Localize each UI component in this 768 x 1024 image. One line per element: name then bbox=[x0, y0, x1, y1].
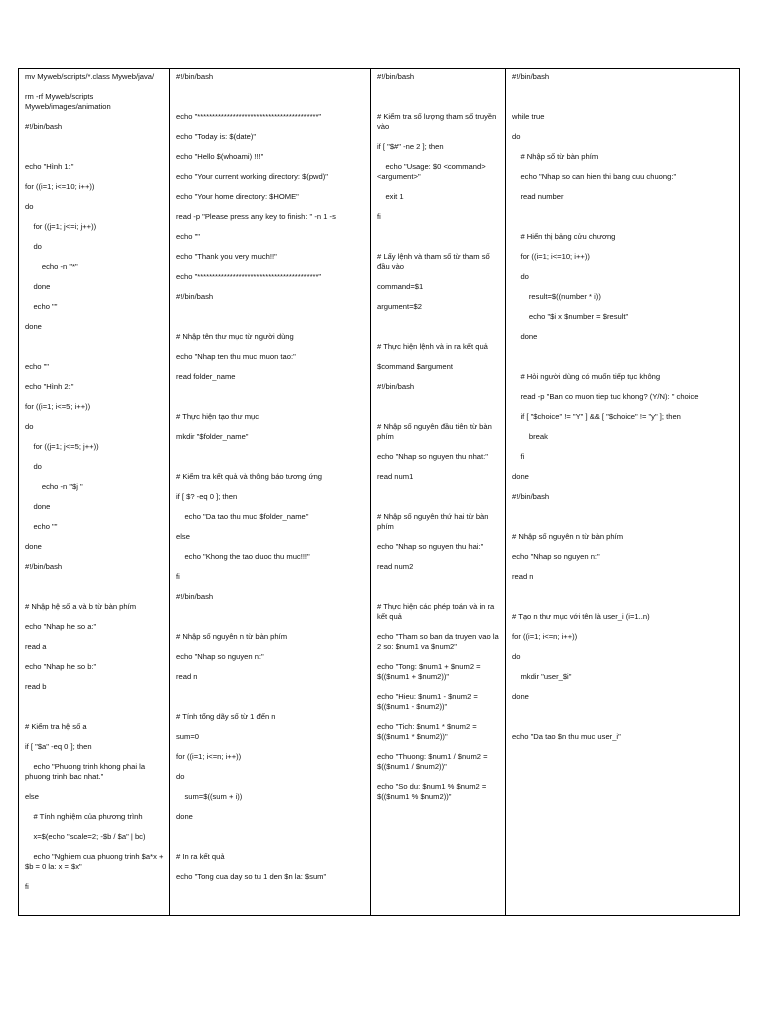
blank-line bbox=[176, 402, 365, 412]
blank-line bbox=[176, 522, 365, 532]
code-line: done bbox=[25, 322, 42, 331]
code-comment-line: # Nhập hệ số a và b từ bàn phím bbox=[25, 602, 137, 611]
blank-line bbox=[25, 212, 164, 222]
blank-line bbox=[176, 92, 365, 102]
blank-line bbox=[176, 702, 365, 712]
blank-line bbox=[25, 492, 164, 502]
blank-line bbox=[176, 222, 365, 232]
code-comment-line: #!/bin/bash bbox=[176, 72, 214, 81]
blank-line bbox=[377, 572, 500, 582]
blank-line bbox=[512, 102, 734, 112]
blank-line bbox=[25, 802, 164, 812]
code-comment-line: #!/bin/bash bbox=[176, 592, 214, 601]
blank-line bbox=[25, 512, 164, 522]
blank-line bbox=[25, 412, 164, 422]
blank-line bbox=[512, 322, 734, 332]
blank-line bbox=[25, 652, 164, 662]
code-line: for ((i=1; i<=5; i++)) bbox=[25, 402, 91, 411]
blank-line bbox=[512, 642, 734, 652]
blank-line bbox=[176, 102, 365, 112]
code-line: done bbox=[25, 542, 42, 551]
blank-line bbox=[176, 822, 365, 832]
code-line: exit 1 bbox=[377, 192, 404, 201]
blank-line bbox=[377, 102, 500, 112]
code-line: done bbox=[25, 502, 51, 511]
blank-line bbox=[377, 222, 500, 232]
blank-line bbox=[377, 622, 500, 632]
code-comment-line: # Kiểm tra kết quả và thông báo tương ứng bbox=[176, 472, 323, 481]
blank-line bbox=[377, 232, 500, 242]
blank-line bbox=[25, 352, 164, 362]
blank-line bbox=[377, 392, 500, 402]
code-line: echo "Khong the tao duoc thu muc!!!" bbox=[176, 552, 310, 561]
blank-line bbox=[512, 512, 734, 522]
blank-line bbox=[25, 472, 164, 482]
blank-line bbox=[176, 562, 365, 572]
code-line: done bbox=[512, 332, 538, 341]
blank-line bbox=[377, 712, 500, 722]
code-line: echo "Hello $(whoami) !!!" bbox=[176, 152, 264, 161]
blank-line bbox=[25, 612, 164, 622]
blank-line bbox=[176, 842, 365, 852]
code-line: x=$(echo "scale=2; -$b / $a" | bc) bbox=[25, 832, 146, 841]
code-line: do bbox=[176, 772, 185, 781]
blank-line bbox=[377, 462, 500, 472]
code-comment-line: #!/bin/bash bbox=[25, 122, 63, 131]
table-column-1 bbox=[19, 69, 170, 915]
blank-line bbox=[25, 372, 164, 382]
code-line: echo "Tich: $num1 * $num2 = $(($num1 * $num2))" bbox=[377, 722, 479, 741]
blank-line bbox=[176, 342, 365, 352]
blank-line bbox=[377, 582, 500, 592]
blank-line bbox=[512, 502, 734, 512]
code-line: echo "Nhap so nguyen n:" bbox=[176, 652, 264, 661]
code-line: read num2 bbox=[377, 562, 414, 571]
blank-line bbox=[25, 142, 164, 152]
blank-line bbox=[377, 772, 500, 782]
code-line: echo "So du: $num1 % $num2 = $(($num1 % $num2))" bbox=[377, 782, 489, 801]
code-comment-line: # Nhập tên thư mục từ người dùng bbox=[176, 332, 294, 341]
blank-line bbox=[377, 202, 500, 212]
code-line: $command $argument bbox=[377, 362, 453, 371]
blank-line bbox=[512, 262, 734, 272]
code-line: for ((i=1; i<=n; i++)) bbox=[176, 752, 242, 761]
code-line: echo "Your current working directory: $(pwd)" bbox=[176, 172, 328, 181]
blank-line bbox=[377, 352, 500, 362]
code-line: sum=0 bbox=[176, 732, 200, 741]
code-comment-line: #!/bin/bash bbox=[377, 382, 415, 391]
blank-line bbox=[25, 842, 164, 852]
code-line: echo "Thuong: $num1 / $num2 = $(($num1 / $num2))" bbox=[377, 752, 490, 771]
blank-line bbox=[176, 612, 365, 622]
blank-line bbox=[25, 692, 164, 702]
blank-line bbox=[512, 82, 734, 92]
blank-line bbox=[25, 592, 164, 602]
code-line: echo "" bbox=[25, 302, 58, 311]
code-line: read number bbox=[512, 192, 564, 201]
blank-line bbox=[176, 762, 365, 772]
blank-line bbox=[377, 652, 500, 662]
blank-line bbox=[512, 562, 734, 572]
code-line: done bbox=[25, 282, 51, 291]
code-line: echo "Tong: $num1 + $num2 = $(($num1 + $num2))" bbox=[377, 662, 483, 681]
code-line: sum=$((sum + i)) bbox=[176, 792, 243, 801]
blank-line bbox=[176, 302, 365, 312]
code-line: rm -rf Myweb/scripts Myweb/images/animation bbox=[25, 92, 111, 111]
code-line: do bbox=[25, 422, 34, 431]
code-line: for ((i=1; i<=10; i++)) bbox=[512, 252, 590, 261]
blank-line bbox=[176, 682, 365, 692]
code-line: echo "Hình 1:" bbox=[25, 162, 74, 171]
code-comment-line: # Kiểm tra hệ số a bbox=[25, 722, 87, 731]
blank-line bbox=[377, 132, 500, 142]
blank-line bbox=[176, 262, 365, 272]
blank-line bbox=[25, 312, 164, 322]
code-line: echo "Nhap so nguyen thu hai:" bbox=[377, 542, 484, 551]
code-comment-line: # Kiểm tra số lượng tham số truyền vào bbox=[377, 112, 499, 131]
blank-line bbox=[377, 482, 500, 492]
code-comment-line: # Nhập số nguyên n từ bàn phím bbox=[512, 532, 624, 541]
blank-line bbox=[512, 682, 734, 692]
code-line: if [ $? -eq 0 ]; then bbox=[176, 492, 238, 501]
code-line: echo "Nhap so nguyen thu nhat:" bbox=[377, 452, 488, 461]
blank-line bbox=[512, 402, 734, 412]
blank-line bbox=[25, 192, 164, 202]
code-line: for ((i=1; i<=10; i++)) bbox=[25, 182, 95, 191]
blank-line bbox=[176, 442, 365, 452]
blank-line bbox=[512, 382, 734, 392]
blank-line bbox=[25, 252, 164, 262]
blank-line bbox=[176, 482, 365, 492]
blank-line bbox=[176, 322, 365, 332]
blank-line bbox=[25, 582, 164, 592]
code-line: echo "Your home directory: $HOME" bbox=[176, 192, 299, 201]
blank-line bbox=[512, 92, 734, 102]
blank-line bbox=[377, 552, 500, 562]
blank-line bbox=[377, 402, 500, 412]
code-line: fi bbox=[512, 452, 525, 461]
blank-line bbox=[512, 342, 734, 352]
code-line: echo "" bbox=[25, 362, 49, 371]
code-line: read folder_name bbox=[176, 372, 236, 381]
blank-line bbox=[176, 742, 365, 752]
code-comment-line: # Lấy lệnh và tham số từ tham số đầu vào bbox=[377, 252, 492, 271]
blank-line bbox=[176, 162, 365, 172]
code-comment-line: #!/bin/bash bbox=[512, 492, 550, 501]
blank-line bbox=[176, 362, 365, 372]
blank-line bbox=[512, 582, 734, 592]
code-line: if [ "$a" -eq 0 ]; then bbox=[25, 742, 92, 751]
code-comment-line: # Nhập số nguyên đầu tiên từ bàn phím bbox=[377, 422, 494, 441]
code-line: do bbox=[512, 652, 521, 661]
blank-line bbox=[25, 752, 164, 762]
code-line: if [ "$#" -ne 2 ]; then bbox=[377, 142, 444, 151]
code-line: echo "Da tao thu muc $folder_name" bbox=[176, 512, 309, 521]
code-line: done bbox=[512, 692, 529, 701]
blank-line bbox=[377, 92, 500, 102]
code-line: read b bbox=[25, 682, 47, 691]
blank-line bbox=[512, 722, 734, 732]
blank-line bbox=[512, 522, 734, 532]
blank-line bbox=[25, 292, 164, 302]
blank-line bbox=[176, 692, 365, 702]
blank-line bbox=[377, 242, 500, 252]
blank-line bbox=[176, 392, 365, 402]
blank-line bbox=[25, 332, 164, 342]
code-line: mkdir "user_$i" bbox=[512, 672, 572, 681]
code-line: echo "Nhap he so a:" bbox=[25, 622, 97, 631]
code-line: echo "Nhap so nguyen n:" bbox=[512, 552, 600, 561]
blank-line bbox=[25, 272, 164, 282]
code-comment-line: #!/bin/bash bbox=[377, 72, 415, 81]
blank-line bbox=[176, 662, 365, 672]
blank-line bbox=[25, 452, 164, 462]
code-line: read a bbox=[25, 642, 47, 651]
blank-line bbox=[377, 372, 500, 382]
blank-line bbox=[25, 712, 164, 722]
code-line: echo "Phuong trinh khong phai la phuong trinh bac nhat." bbox=[25, 762, 148, 781]
code-comment-line: # Nhập số từ bàn phím bbox=[512, 152, 599, 161]
blank-line bbox=[176, 782, 365, 792]
code-line: for ((j=1; j<=5; j++)) bbox=[25, 442, 99, 451]
code-comment-line: #!/bin/bash bbox=[25, 562, 63, 571]
blank-line bbox=[377, 322, 500, 332]
blank-line bbox=[377, 312, 500, 322]
code-line: echo "Today is: $(date)" bbox=[176, 132, 257, 141]
blank-line bbox=[176, 142, 365, 152]
blank-line bbox=[377, 182, 500, 192]
code-line: echo "Usage: $0 <command> <argument>" bbox=[377, 162, 488, 181]
code-line: echo -n "$j " bbox=[25, 482, 83, 491]
blank-line bbox=[377, 272, 500, 282]
blank-line bbox=[176, 602, 365, 612]
blank-line bbox=[25, 432, 164, 442]
blank-line bbox=[25, 152, 164, 162]
blank-line bbox=[377, 292, 500, 302]
code-comment-line: #!/bin/bash bbox=[512, 72, 550, 81]
blank-line bbox=[512, 282, 734, 292]
blank-line bbox=[512, 302, 734, 312]
code-line: for ((j=1; j<=i; j++)) bbox=[25, 222, 97, 231]
blank-line bbox=[377, 682, 500, 692]
code-line: echo "$i x $number = $result" bbox=[512, 312, 629, 321]
code-comment-line: # Tính nghiệm của phương trình bbox=[25, 812, 143, 821]
code-line: echo "Nhap ten thu muc muon tao:" bbox=[176, 352, 296, 361]
code-line: read -p "Please press any key to finish: " -n 1 -s bbox=[176, 212, 336, 221]
blank-line bbox=[25, 572, 164, 582]
code-line: fi bbox=[25, 882, 29, 891]
blank-line bbox=[512, 122, 734, 132]
code-line: echo "*****************************************" bbox=[176, 112, 322, 121]
code-line: do bbox=[25, 202, 34, 211]
blank-line bbox=[512, 542, 734, 552]
blank-line bbox=[176, 182, 365, 192]
code-line: fi bbox=[377, 212, 381, 221]
blank-line bbox=[25, 702, 164, 712]
blank-line bbox=[377, 492, 500, 502]
blank-line bbox=[512, 462, 734, 472]
code-line: read -p "Ban co muon tiep tuc khong? (Y/N): " choice bbox=[512, 392, 699, 401]
blank-line bbox=[176, 502, 365, 512]
table-column-3 bbox=[371, 69, 506, 915]
blank-line bbox=[176, 452, 365, 462]
blank-line bbox=[25, 632, 164, 642]
blank-line bbox=[25, 872, 164, 882]
code-line: echo "Nghiem cua phuong trinh $a*x + $b = 0 la: x = $x" bbox=[25, 852, 166, 871]
blank-line bbox=[25, 782, 164, 792]
code-line: while true bbox=[512, 112, 545, 121]
code-line: echo -n "*" bbox=[25, 262, 78, 271]
code-comment-line: # Nhập số nguyên thứ hai từ bàn phím bbox=[377, 512, 491, 531]
blank-line bbox=[176, 282, 365, 292]
code-comment-line: #!/bin/bash bbox=[176, 292, 214, 301]
blank-line bbox=[176, 422, 365, 432]
code-comment-line: # Hiển thị bảng cửu chương bbox=[512, 232, 616, 241]
code-comment-line: # Hỏi người dùng có muốn tiếp tục không bbox=[512, 372, 661, 381]
blank-line bbox=[176, 802, 365, 812]
blank-line bbox=[512, 482, 734, 492]
blank-line bbox=[377, 592, 500, 602]
code-line: do bbox=[25, 462, 42, 471]
blank-line bbox=[377, 332, 500, 342]
code-line: echo "Tong cua day so tu 1 den $n la: $sum" bbox=[176, 872, 327, 881]
blank-line bbox=[512, 202, 734, 212]
blank-line bbox=[512, 422, 734, 432]
blank-line bbox=[176, 622, 365, 632]
code-line: else bbox=[176, 532, 190, 541]
code-line: echo "" bbox=[25, 522, 58, 531]
code-comment-line: # Thực hiện lệnh và in ra kết quả bbox=[377, 342, 488, 351]
blank-line bbox=[176, 122, 365, 132]
blank-line bbox=[176, 202, 365, 212]
blank-line bbox=[512, 592, 734, 602]
code-line: do bbox=[512, 132, 521, 141]
blank-line bbox=[512, 622, 734, 632]
blank-line bbox=[25, 112, 164, 122]
blank-line bbox=[176, 832, 365, 842]
code-line: mv Myweb/scripts/*.class Myweb/java/ bbox=[25, 72, 155, 81]
blank-line bbox=[512, 662, 734, 672]
blank-line bbox=[512, 352, 734, 362]
blank-line bbox=[25, 82, 164, 92]
table-column-2 bbox=[170, 69, 371, 915]
blank-line bbox=[377, 152, 500, 162]
blank-line bbox=[176, 242, 365, 252]
blank-line bbox=[25, 172, 164, 182]
table-column-4 bbox=[506, 69, 739, 915]
blank-line bbox=[25, 232, 164, 242]
blank-line bbox=[25, 392, 164, 402]
document-table bbox=[18, 68, 740, 916]
blank-line bbox=[512, 362, 734, 372]
blank-line bbox=[512, 442, 734, 452]
code-line: read n bbox=[176, 672, 198, 681]
blank-line bbox=[176, 542, 365, 552]
blank-line bbox=[25, 732, 164, 742]
code-line: break bbox=[512, 432, 548, 441]
blank-line bbox=[25, 132, 164, 142]
blank-line bbox=[377, 532, 500, 542]
blank-line bbox=[176, 642, 365, 652]
code-line: done bbox=[512, 472, 529, 481]
code-line: argument=$2 bbox=[377, 302, 422, 311]
blank-line bbox=[512, 242, 734, 252]
blank-line bbox=[25, 672, 164, 682]
blank-line bbox=[377, 82, 500, 92]
code-line: done bbox=[176, 812, 193, 821]
blank-line bbox=[176, 82, 365, 92]
code-line: echo "Thank you very much!!" bbox=[176, 252, 277, 261]
blank-line bbox=[176, 312, 365, 322]
blank-line bbox=[512, 602, 734, 612]
code-line: echo "Hình 2:" bbox=[25, 382, 74, 391]
code-line: do bbox=[25, 242, 42, 251]
blank-line bbox=[25, 342, 164, 352]
code-line: echo "Nhap so can hien thi bang cuu chuong:" bbox=[512, 172, 677, 181]
blank-line bbox=[25, 532, 164, 542]
blank-line bbox=[377, 412, 500, 422]
code-comment-line: # Thực hiện tạo thư mục bbox=[176, 412, 260, 421]
blank-line bbox=[512, 182, 734, 192]
code-line: mkdir "$folder_name" bbox=[176, 432, 249, 441]
blank-line bbox=[512, 142, 734, 152]
blank-line bbox=[25, 552, 164, 562]
code-comment-line: # Nhập số nguyên n từ bàn phím bbox=[176, 632, 288, 641]
code-line: for ((i=1; i<=n; i++)) bbox=[512, 632, 578, 641]
code-line: do bbox=[512, 272, 529, 281]
blank-line bbox=[377, 442, 500, 452]
code-line: read num1 bbox=[377, 472, 414, 481]
code-line: echo "Tham so ban da truyen vao la 2 so: $num1 va $num2" bbox=[377, 632, 501, 651]
blank-line bbox=[176, 582, 365, 592]
code-line: if [ "$choice" != "Y" ] && [ "$choice" != "y" ]; then bbox=[512, 412, 681, 421]
blank-line bbox=[377, 502, 500, 512]
code-comment-line: # Thực hiện các phép toán và in ra kết quả bbox=[377, 602, 497, 621]
code-line: echo "Da tao $n thu muc user_i" bbox=[512, 732, 621, 741]
code-line: else bbox=[25, 792, 39, 801]
code-line: echo "" bbox=[176, 232, 200, 241]
blank-line bbox=[512, 162, 734, 172]
blank-line bbox=[176, 382, 365, 392]
code-line: echo "Hieu: $num1 - $num2 = $(($num1 - $num2))" bbox=[377, 692, 480, 711]
code-line: echo "*****************************************" bbox=[176, 272, 322, 281]
code-comment-line: # In ra kết quả bbox=[176, 852, 225, 861]
code-line: read n bbox=[512, 572, 534, 581]
code-comment-line: # Tạo n thư mục với tên là user_i (i=1..n) bbox=[512, 612, 650, 621]
blank-line bbox=[176, 462, 365, 472]
blank-line bbox=[25, 822, 164, 832]
blank-line bbox=[512, 212, 734, 222]
code-comment-line: # Tính tổng dãy số từ 1 đến n bbox=[176, 712, 276, 721]
blank-line bbox=[377, 742, 500, 752]
code-line: result=$((number * i)) bbox=[512, 292, 601, 301]
blank-line bbox=[176, 862, 365, 872]
blank-line bbox=[512, 222, 734, 232]
code-line: command=$1 bbox=[377, 282, 424, 291]
code-line: echo "Nhap he so b:" bbox=[25, 662, 97, 671]
blank-line bbox=[512, 712, 734, 722]
blank-line bbox=[512, 702, 734, 712]
blank-line bbox=[176, 722, 365, 732]
code-line: fi bbox=[176, 572, 180, 581]
